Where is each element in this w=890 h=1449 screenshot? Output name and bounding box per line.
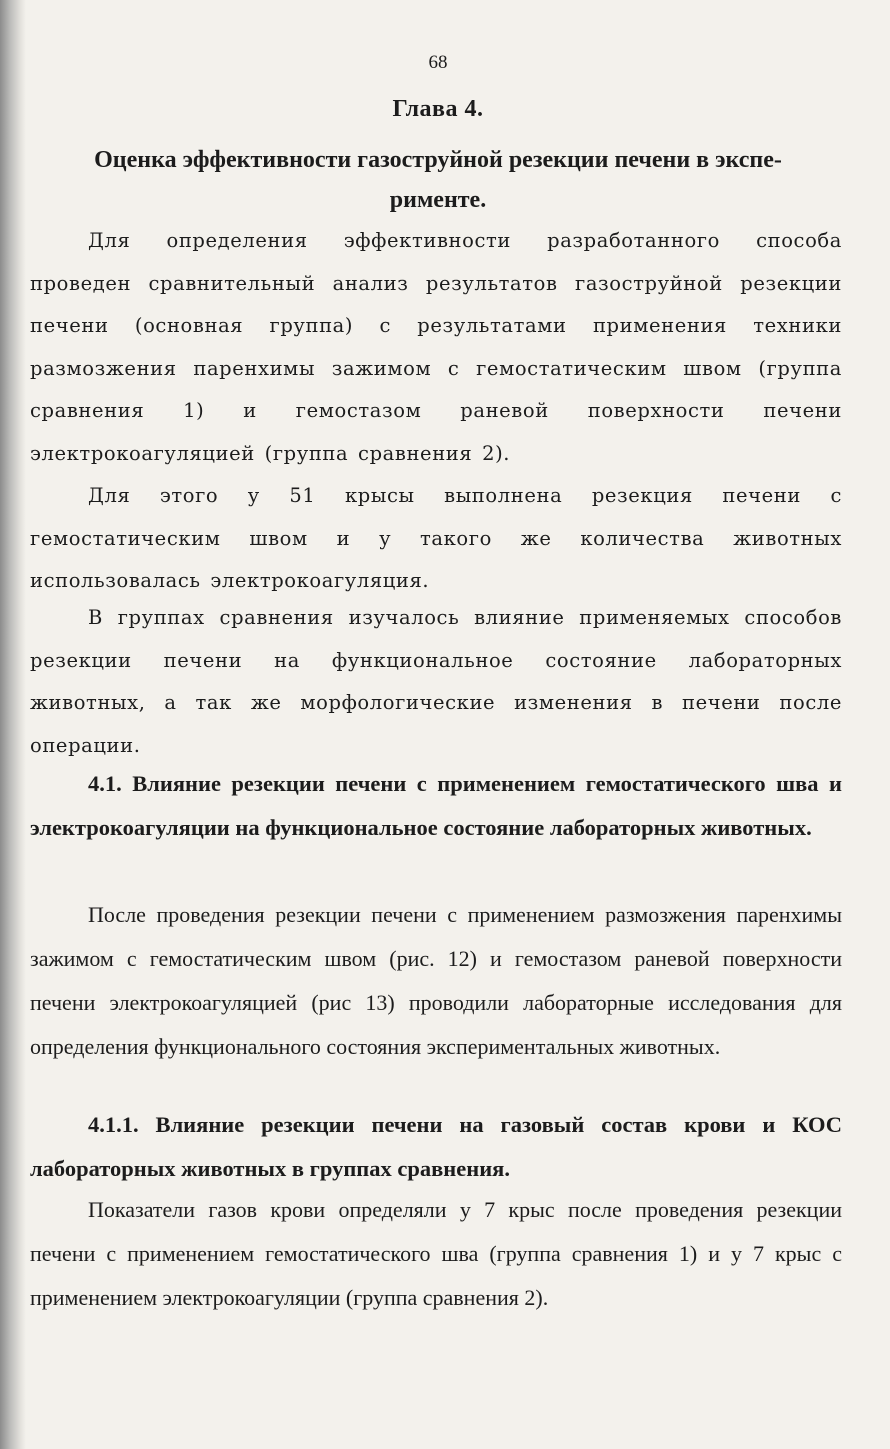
paragraph-intro: Для определения эффективности разработанного способа проведен сравнительный анализ результатов газоструйной резекции печени (основная группа) с результатами применения техники размозжения паренхимы зажимом с гемостатическим швом (группа сравнения 1) и гемостазом раневой поверхности печени электрокоагуляцией (группа сравнения 2). <box>30 229 842 465</box>
chapter-heading: Глава 4. <box>392 96 484 122</box>
chapter-title-line-1: Оценка эффективности газоструйной резекции печени в экспе- <box>94 147 782 173</box>
section-4-1-1-text: Показатели газов крови определяли у 7 крыс после проведения резекции печени с применением гемостатического шва (группа сравнения 1) и у 7 крыс с применением электрокоагуляции (группа сравнения 2). <box>30 1197 842 1310</box>
paragraph-sample: Для этого у 51 крысы выполнена резекция печени с гемостатическим швом и у такого же количества животных использовалась электрокоагуляция. <box>30 484 842 592</box>
section-4-1-heading: 4.1. Влияние резекции печени с применением гемостатического шва и электрокоагуляции на функциональное состояние лабораторных животных. <box>30 771 842 840</box>
page-number: 68 <box>428 52 448 73</box>
chapter-title <box>30 140 846 220</box>
paragraph-groups: В группах сравнения изучалось влияние применяемых способов резекции печени на функциональное состояние лабораторных животных, а так же морфологические изменения в печени после операции. <box>30 606 842 757</box>
document-page <box>30 0 846 1449</box>
section-4-1-1-heading: 4.1.1. Влияние резекции печени на газовый состав крови и КОС лабораторных животных в группах сравнения. <box>30 1112 842 1181</box>
chapter-title-line-2: рименте. <box>389 187 487 213</box>
section-4-1-text: После проведения резекции печени с применением размозжения паренхимы зажимом с гемостатическим швом (рис. 12) и гемостазом раневой поверхности печени электрокоагуляцией (рис 13) проводили лабораторные исследования для определения функционального состояния экспериментальных животных. <box>30 902 842 1059</box>
book-spine-shadow <box>0 0 26 1449</box>
